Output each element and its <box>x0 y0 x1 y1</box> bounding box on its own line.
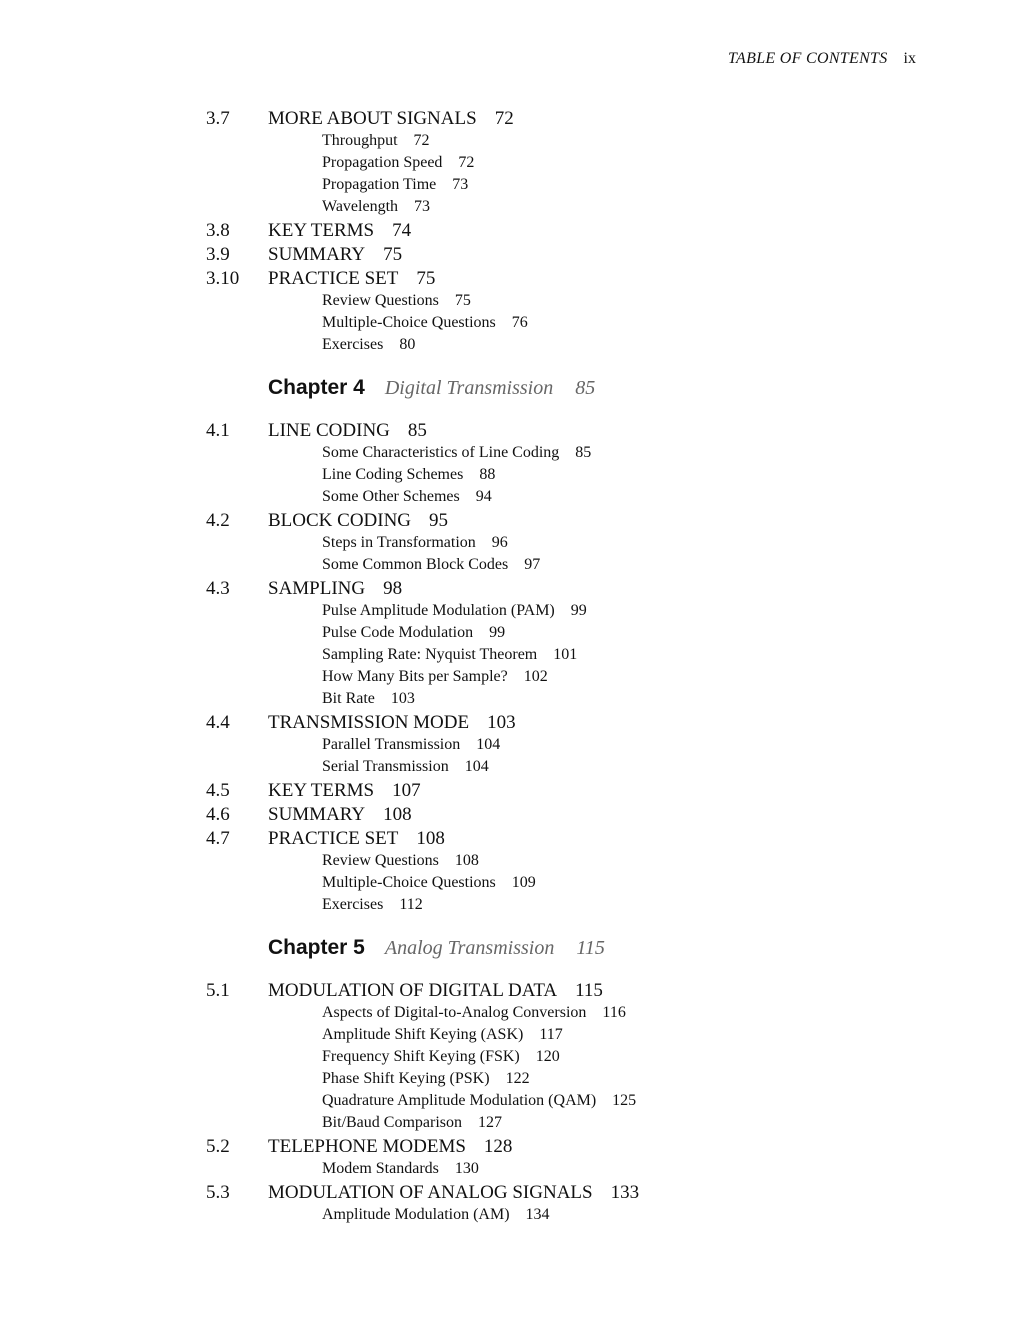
subsection-page-number: 73 <box>452 176 469 193</box>
subsection-title: Sampling Rate: Nyquist Theorem <box>322 646 538 663</box>
toc-subsection <box>206 534 926 556</box>
section-title: MODULATION OF ANALOG SIGNALS <box>268 1182 593 1203</box>
section-number: 4.3 <box>206 578 230 599</box>
subsection-page-number: 88 <box>479 466 496 483</box>
section-title: TRANSMISSION MODE <box>268 712 470 733</box>
section-title: SUMMARY <box>268 804 366 825</box>
subsection-title: Some Characteristics of Line Coding <box>322 444 560 461</box>
subsection-page-number: 109 <box>511 874 536 891</box>
section-title: BLOCK CODING <box>268 510 412 531</box>
toc-subsection <box>206 896 926 918</box>
toc-subsection <box>206 758 926 780</box>
toc-subsection <box>206 1070 926 1092</box>
section-page-number: 72 <box>494 108 514 129</box>
toc-subsection <box>206 874 926 896</box>
toc-subsection <box>206 466 926 488</box>
subsection-title: Multiple-Choice Questions <box>322 874 496 891</box>
toc-subsection <box>206 1048 926 1070</box>
section-title: PRACTICE SET <box>268 268 399 289</box>
subsection-page-number: 94 <box>475 488 492 505</box>
chapter-page-number: 115 <box>576 937 605 959</box>
subsection-page-number: 104 <box>464 758 489 775</box>
section-page-number: 108 <box>416 828 445 849</box>
subsection-page-number: 72 <box>458 154 475 171</box>
toc-subsection <box>206 488 926 510</box>
subsection-title: Throughput <box>322 132 398 149</box>
section-number: 4.1 <box>206 420 230 441</box>
section-page-number: 128 <box>483 1136 513 1157</box>
subsection-title: Exercises <box>322 896 384 913</box>
toc-subsection <box>206 736 926 758</box>
subsection-title: Pulse Code Modulation <box>322 624 474 641</box>
section-title: SUMMARY <box>268 244 366 265</box>
subsection-page-number: 103 <box>390 690 415 707</box>
section-page-number: 133 <box>610 1182 640 1203</box>
section-page-number: 75 <box>383 244 403 265</box>
subsection-page-number: 117 <box>539 1026 563 1043</box>
subsection-page-number: 97 <box>524 556 541 573</box>
subsection-page-number: 122 <box>505 1070 530 1087</box>
subsection-title: Bit/Baud Comparison <box>322 1114 462 1131</box>
section-number: 4.4 <box>206 712 230 733</box>
chapter-heading <box>206 936 926 970</box>
subsection-page-number: 130 <box>454 1160 479 1177</box>
toc-subsection <box>206 556 926 578</box>
section-title: PRACTICE SET <box>268 828 399 849</box>
subsection-title: Wavelength <box>322 198 399 215</box>
toc-subsection <box>206 336 926 358</box>
subsection-page-number: 112 <box>399 896 423 913</box>
toc-section <box>206 244 926 268</box>
toc-subsection <box>206 646 926 668</box>
toc-section <box>206 1136 926 1160</box>
subsection-page-number: 76 <box>511 314 528 331</box>
section-number: 4.2 <box>206 510 230 531</box>
subsection-page-number: 80 <box>399 336 416 353</box>
section-page-number: 108 <box>383 804 412 825</box>
subsection-page-number: 102 <box>523 668 548 685</box>
subsection-title: Bit Rate <box>322 690 375 707</box>
section-title: LINE CODING <box>268 420 390 441</box>
section-page-number: 107 <box>392 780 421 801</box>
subsection-title: Propagation Speed <box>322 154 443 171</box>
toc-subsection <box>206 624 926 646</box>
toc-subsection <box>206 1092 926 1114</box>
section-number: 3.7 <box>206 108 230 129</box>
toc-section <box>206 828 926 852</box>
toc-section <box>206 420 926 444</box>
toc-section <box>206 712 926 736</box>
subsection-page-number: 116 <box>602 1004 626 1021</box>
subsection-title: Amplitude Shift Keying (ASK) <box>322 1026 524 1043</box>
section-title: KEY TERMS <box>268 780 375 801</box>
chapter-title: Analog Transmission <box>384 937 555 959</box>
subsection-page-number: 127 <box>478 1114 502 1131</box>
toc-section <box>206 220 926 244</box>
section-page-number: 115 <box>575 980 603 1001</box>
toc-subsection <box>206 1114 926 1136</box>
running-head-title: TABLE OF CONTENTS <box>728 50 888 67</box>
section-number: 5.2 <box>206 1136 230 1157</box>
toc-subsection <box>206 154 926 176</box>
subsection-title: Frequency Shift Keying (FSK) <box>322 1048 520 1065</box>
subsection-title: Pulse Amplitude Modulation (PAM) <box>322 602 555 619</box>
chapter-label: Chapter 5 <box>268 936 365 959</box>
section-title: MORE ABOUT SIGNALS <box>268 108 477 129</box>
toc-subsection <box>206 132 926 154</box>
subsection-title: Modem Standards <box>322 1160 439 1177</box>
chapter-label: Chapter 4 <box>268 376 365 399</box>
section-number: 4.6 <box>206 804 230 825</box>
section-page-number: 74 <box>392 220 412 241</box>
subsection-title: Some Other Schemes <box>322 488 460 505</box>
running-head <box>728 50 916 68</box>
section-number: 4.7 <box>206 828 230 849</box>
subsection-title: Propagation Time <box>322 176 437 193</box>
section-page-number: 103 <box>487 712 516 733</box>
section-page-number: 98 <box>383 578 403 599</box>
subsection-title: Serial Transmission <box>322 758 449 775</box>
toc-subsection <box>206 1004 926 1026</box>
subsection-title: Exercises <box>322 336 384 353</box>
subsection-page-number: 134 <box>525 1206 550 1223</box>
section-number: 4.5 <box>206 780 230 801</box>
section-number: 3.10 <box>206 268 240 289</box>
running-head-page-number: ix <box>903 50 916 67</box>
subsection-title: Multiple-Choice Questions <box>322 314 496 331</box>
toc-section <box>206 578 926 602</box>
subsection-page-number: 73 <box>414 198 431 215</box>
subsection-page-number: 99 <box>570 602 587 619</box>
toc-subsection <box>206 292 926 314</box>
section-number: 5.1 <box>206 980 230 1001</box>
section-page-number: 85 <box>407 420 427 441</box>
section-title: KEY TERMS <box>268 220 375 241</box>
subsection-title: Phase Shift Keying (PSK) <box>322 1070 490 1087</box>
toc-subsection <box>206 602 926 624</box>
subsection-title: Review Questions <box>322 292 439 309</box>
toc-section <box>206 780 926 804</box>
section-page-number: 95 <box>429 510 449 531</box>
subsection-page-number: 101 <box>553 646 578 663</box>
toc-section <box>206 804 926 828</box>
toc-subsection <box>206 690 926 712</box>
subsection-title: Quadrature Amplitude Modulation (QAM) <box>322 1092 597 1109</box>
section-title: TELEPHONE MODEMS <box>268 1136 466 1157</box>
subsection-page-number: 125 <box>612 1092 637 1109</box>
subsection-title: Amplitude Modulation (AM) <box>322 1206 510 1223</box>
section-number: 3.8 <box>206 220 230 241</box>
toc-section <box>206 980 926 1004</box>
table-of-contents <box>206 108 926 1228</box>
subsection-title: Review Questions <box>322 852 439 869</box>
subsection-title: Parallel Transmission <box>322 736 461 753</box>
subsection-page-number: 104 <box>476 736 501 753</box>
toc-section <box>206 510 926 534</box>
subsection-page-number: 85 <box>575 444 592 461</box>
section-number: 3.9 <box>206 244 230 265</box>
subsection-title: Line Coding Schemes <box>322 466 464 483</box>
toc-subsection <box>206 852 926 874</box>
chapter-heading <box>206 376 926 410</box>
subsection-title: Some Common Block Codes <box>322 556 509 573</box>
chapter-page-number: 85 <box>575 377 596 399</box>
subsection-page-number: 120 <box>535 1048 560 1065</box>
subsection-title: Steps in Transformation <box>322 534 476 551</box>
subsection-title: How Many Bits per Sample? <box>322 668 508 685</box>
toc-subsection <box>206 444 926 466</box>
section-title: MODULATION OF DIGITAL DATA <box>268 980 558 1001</box>
toc-subsection <box>206 198 926 220</box>
subsection-page-number: 75 <box>454 292 471 309</box>
toc-subsection <box>206 1026 926 1048</box>
toc-subsection <box>206 1206 926 1228</box>
subsection-page-number: 96 <box>491 534 508 551</box>
chapter-title: Digital Transmission <box>384 377 554 399</box>
toc-subsection <box>206 1160 926 1182</box>
subsection-page-number: 72 <box>413 132 430 149</box>
toc-subsection <box>206 176 926 198</box>
subsection-page-number: 99 <box>489 624 506 641</box>
subsection-title: Aspects of Digital-to-Analog Conversion <box>322 1004 587 1021</box>
section-number: 5.3 <box>206 1182 230 1203</box>
section-page-number: 75 <box>416 268 436 289</box>
toc-section <box>206 268 926 292</box>
subsection-page-number: 108 <box>454 852 479 869</box>
toc-subsection <box>206 668 926 690</box>
toc-subsection <box>206 314 926 336</box>
toc-section <box>206 1182 926 1206</box>
toc-section <box>206 108 926 132</box>
section-title: SAMPLING <box>268 578 366 599</box>
